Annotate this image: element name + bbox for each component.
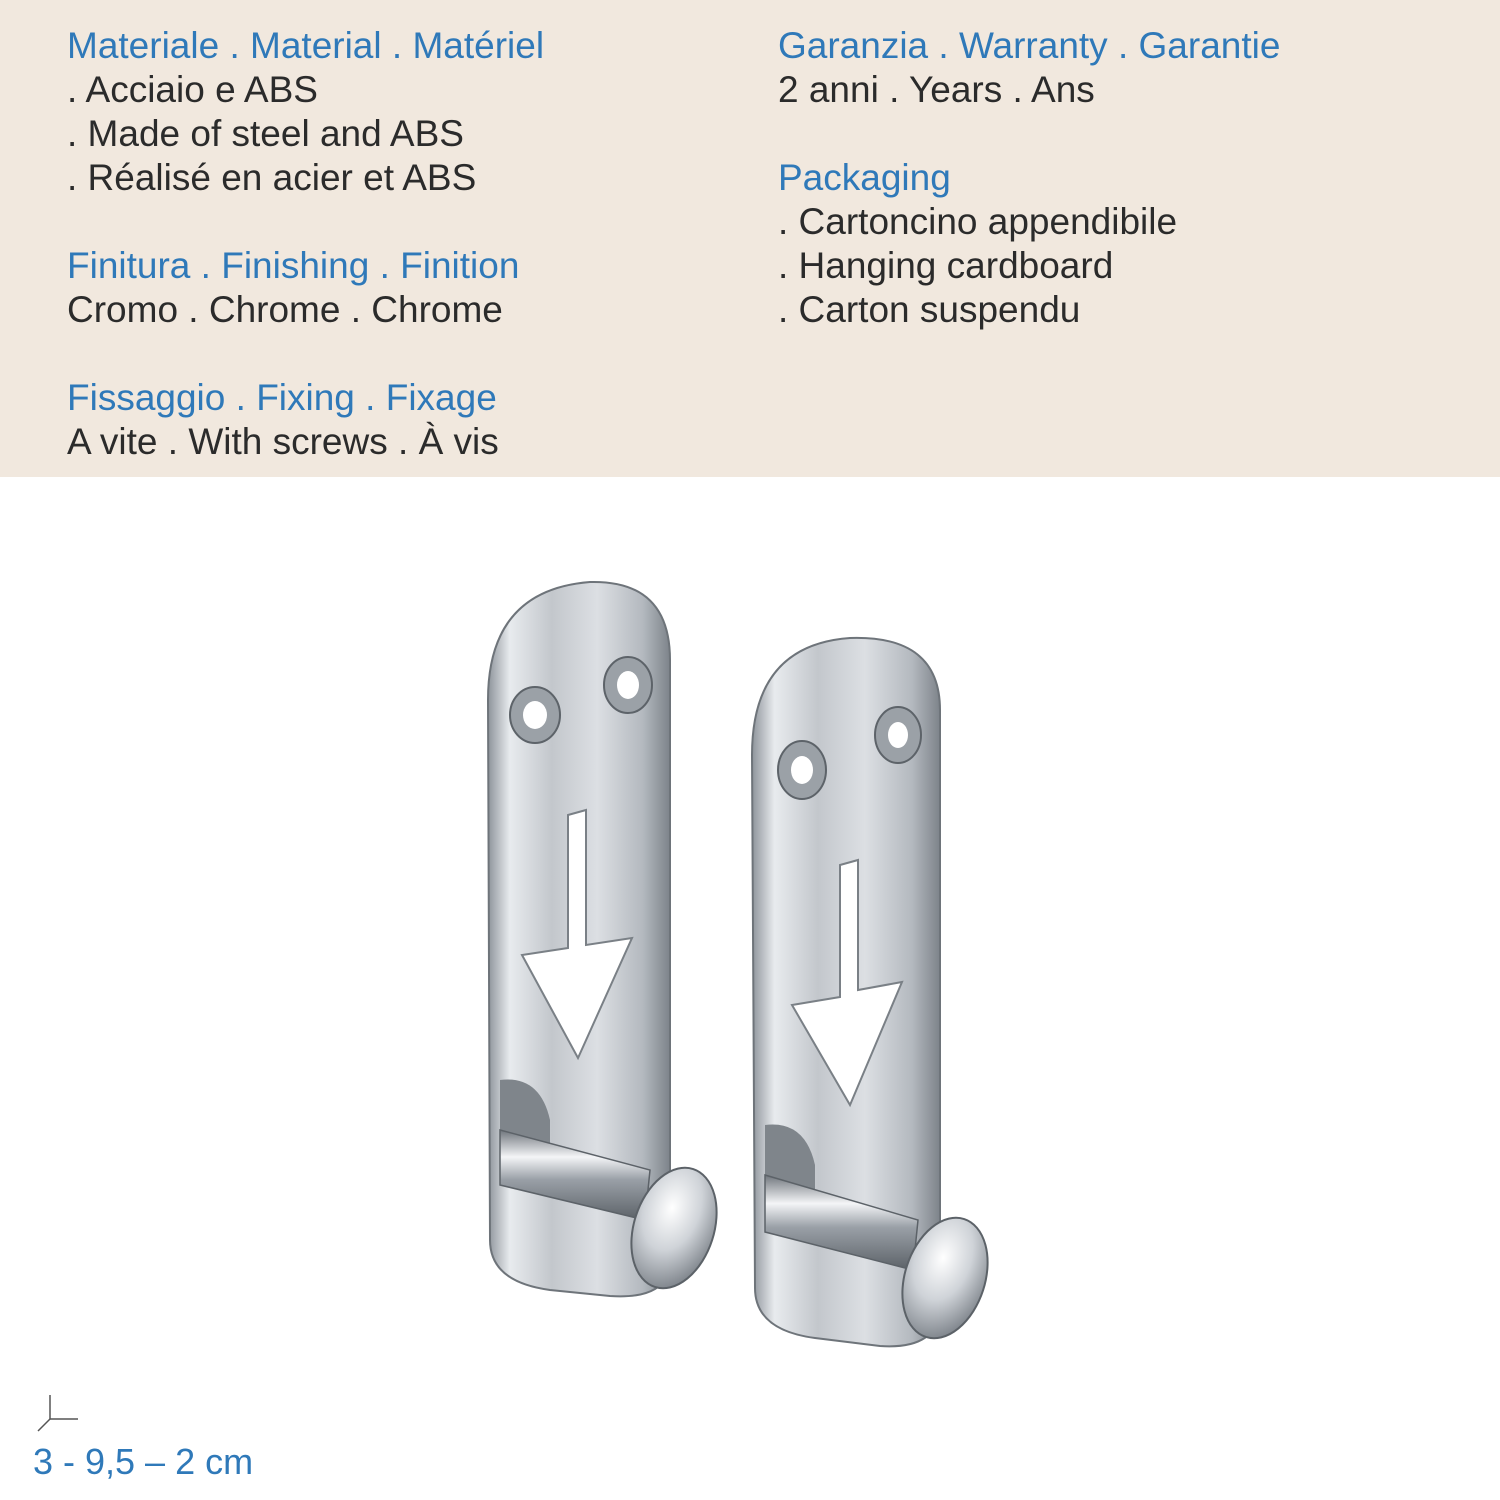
spec-title-material: Materiale . Material . Matériel bbox=[67, 25, 545, 66]
spec-line: . Acciaio e ABS bbox=[67, 69, 318, 110]
specs-left-column bbox=[67, 24, 747, 508]
spec-line: . Made of steel and ABS bbox=[67, 113, 464, 154]
spec-line: . Réalisé en acier et ABS bbox=[67, 157, 477, 198]
spec-block-warranty bbox=[778, 24, 1478, 112]
spec-title-packaging: Packaging bbox=[778, 157, 951, 198]
dimensions-label: 3 - 9,5 – 2 cm bbox=[33, 1441, 254, 1482]
product-photo-hooks bbox=[440, 560, 1040, 1360]
spec-line: . Cartoncino appendibile bbox=[778, 201, 1178, 242]
spec-title-warranty: Garanzia . Warranty . Garantie bbox=[778, 25, 1281, 66]
spec-title-fixing: Fissaggio . Fixing . Fixage bbox=[67, 377, 497, 418]
spec-block-fixing bbox=[67, 376, 747, 464]
spec-line: 2 anni . Years . Ans bbox=[778, 69, 1095, 110]
hook-left bbox=[488, 582, 731, 1299]
spec-block-material bbox=[67, 24, 747, 200]
spec-block-finishing bbox=[67, 244, 747, 332]
spec-line: . Hanging cardboard bbox=[778, 245, 1114, 286]
info-panel bbox=[0, 0, 1500, 477]
spec-line: A vite . With screws . À vis bbox=[67, 421, 499, 462]
axis-icon bbox=[32, 1393, 82, 1433]
spec-block-packaging bbox=[778, 156, 1478, 332]
spec-line: Cromo . Chrome . Chrome bbox=[67, 289, 503, 330]
spec-title-finishing: Finitura . Finishing . Finition bbox=[67, 245, 520, 286]
specs-right-column bbox=[778, 24, 1478, 376]
spec-line: . Carton suspendu bbox=[778, 289, 1081, 330]
hook-right bbox=[752, 638, 1002, 1349]
